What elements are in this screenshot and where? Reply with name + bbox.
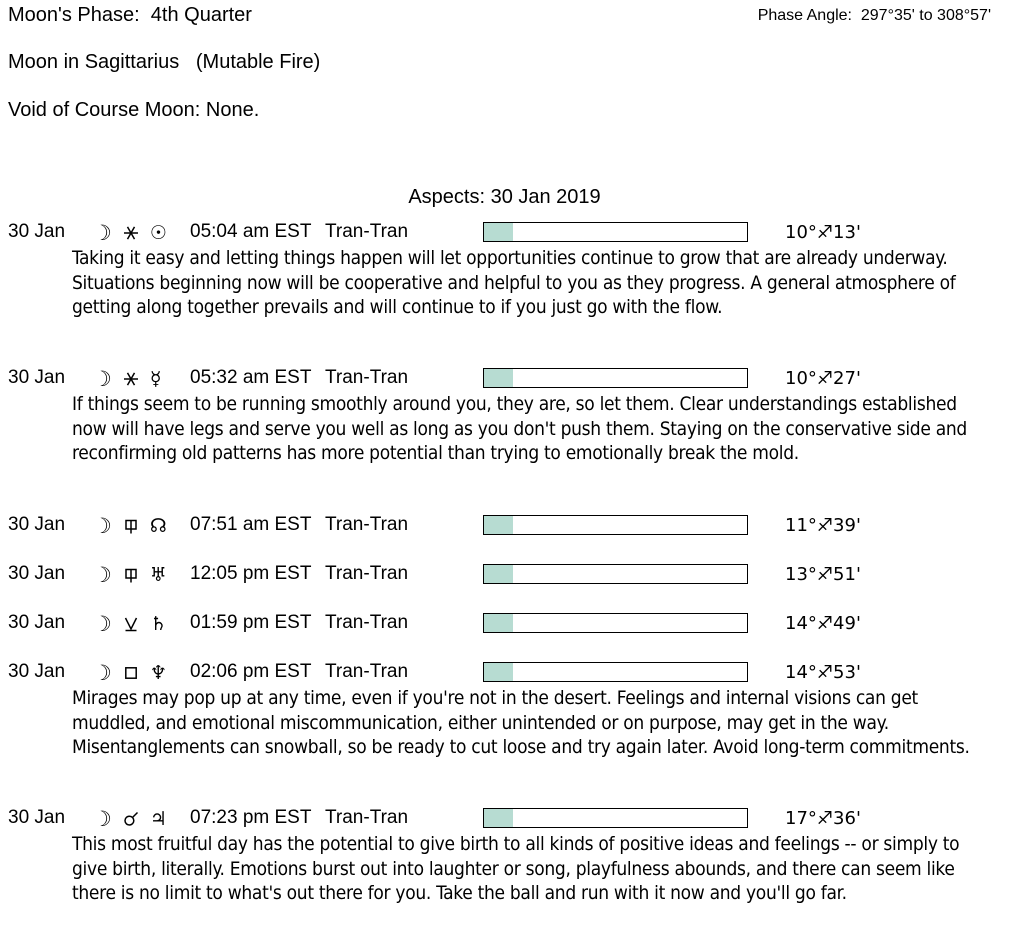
moon-sign-line: Moon in Sagittarius (Mutable Fire)	[8, 51, 321, 73]
void-of-course-line: Void of Course Moon: None.	[8, 99, 260, 121]
aspect-row	[0, 660, 1009, 686]
moons-phase-line: Moon's Phase: 4th Quarter	[8, 4, 252, 26]
orb-progress-fill	[484, 565, 513, 583]
aspect-date: 30 Jan	[8, 221, 66, 242]
aspect-date: 30 Jan	[8, 563, 66, 584]
sesquiquadrate-icon	[123, 518, 139, 534]
aspect-row	[0, 366, 1009, 392]
aspect-description: This most fruitful day has the potential to give birth to all kinds of positive ideas and feelings -- or simply to give birth, literally. Emotions burst out into laughter or song, playfulness abounds, and there can seem like there is no limit to what's out there for you. Take the ball and run with it now and you'll go far.	[72, 833, 960, 905]
square-aspect-icon	[123, 665, 139, 681]
sun-icon: ☉	[149, 221, 167, 244]
moon-position: 11°♐39'	[785, 515, 861, 536]
orb-progress-fill	[484, 516, 513, 534]
aspect-description: Mirages may pop up at any time, even if you're not in the desert. Feelings and internal visions can get muddled, and emotional miscommunication, either unintended or on purpose, may get in the way. Misentanglements can snowball, so be ready to cut loose and try again later. Avoid long-term commitments.	[72, 687, 970, 759]
jupiter-icon: ♃	[149, 807, 167, 830]
aspect-glyphs	[93, 366, 162, 392]
aspect-time: 01:59 pm EST	[190, 612, 312, 633]
aspect-row	[0, 220, 1009, 246]
aspect-type: Tran-Tran	[325, 807, 409, 828]
sesquiquadrate-icon	[123, 567, 139, 583]
aspect-description: If things seem to be running smoothly around you, they are, so let them. Clear understandings established now will have legs and serve you well as long as you don't push them. Staying on the conservative side and reconfirming old patterns has more potential than trying to emotionally break the mold.	[72, 393, 967, 465]
moon-position: 17°♐36'	[785, 808, 861, 829]
neptune-icon: ♆	[149, 661, 167, 684]
orb-progress-bar	[483, 222, 748, 242]
aspect-type: Tran-Tran	[325, 367, 409, 388]
aspect-time: 05:32 am EST	[190, 367, 312, 388]
aspect-date: 30 Jan	[8, 807, 66, 828]
phase-angle-line: Phase Angle: 297°35' to 308°57'	[757, 7, 991, 24]
aspects-title: Aspects: 30 Jan 2019	[408, 186, 601, 208]
moon-position: 14°♐53'	[785, 662, 861, 683]
moon-icon: ☽	[93, 806, 112, 831]
aspect-time: 05:04 am EST	[190, 221, 312, 242]
orb-progress-fill	[484, 223, 513, 241]
moon-icon: ☽	[93, 660, 112, 685]
moon-icon: ☽	[93, 513, 112, 538]
moon-icon: ☽	[93, 611, 112, 636]
aspect-time: 12:05 pm EST	[190, 563, 312, 584]
semisextile-icon	[123, 616, 139, 632]
moon-icon: ☽	[93, 366, 112, 391]
aspect-row	[0, 806, 1009, 832]
aspect-glyphs	[93, 806, 167, 832]
moon-icon: ☽	[93, 562, 112, 587]
aspect-type: Tran-Tran	[325, 514, 409, 535]
conjunction-icon	[123, 811, 139, 827]
aspect-date: 30 Jan	[8, 661, 66, 682]
orb-progress-fill	[484, 809, 513, 827]
orb-progress-bar	[483, 662, 748, 682]
aspect-time: 07:23 pm EST	[190, 807, 312, 828]
aspect-description: Taking it easy and letting things happen will let opportunities continue to grow that are already underway. Situations beginning now will be cooperative and helpful to you as they progress. A general atmosphere of getting along together prevails and will continue to if you just go with the flow.	[72, 247, 956, 319]
north-node-icon: ☊	[149, 514, 167, 537]
orb-progress-bar	[483, 613, 748, 633]
aspect-glyphs	[93, 660, 167, 686]
aspect-date: 30 Jan	[8, 514, 66, 535]
aspect-row	[0, 562, 1009, 588]
aspect-type: Tran-Tran	[325, 563, 409, 584]
sextile-icon	[123, 225, 139, 241]
aspect-glyphs	[93, 562, 167, 588]
orb-progress-bar	[483, 368, 748, 388]
aspect-type: Tran-Tran	[325, 221, 409, 242]
orb-progress-bar	[483, 515, 748, 535]
orb-progress-fill	[484, 663, 513, 681]
aspect-time: 02:06 pm EST	[190, 661, 312, 682]
aspect-type: Tran-Tran	[325, 612, 409, 633]
orb-progress-fill	[484, 614, 513, 632]
aspect-date: 30 Jan	[8, 367, 66, 388]
aspect-date: 30 Jan	[8, 612, 66, 633]
aspect-row	[0, 513, 1009, 539]
uranus-icon: ♅	[149, 563, 167, 586]
orb-progress-fill	[484, 369, 513, 387]
aspect-glyphs	[93, 513, 167, 539]
aspect-row	[0, 611, 1009, 637]
aspect-glyphs	[93, 220, 167, 246]
aspect-time: 07:51 am EST	[190, 514, 312, 535]
moon-icon: ☽	[93, 220, 112, 245]
aspect-type: Tran-Tran	[325, 661, 409, 682]
orb-progress-bar	[483, 564, 748, 584]
moon-position: 14°♐49'	[785, 613, 861, 634]
moon-position: 10°♐27'	[785, 368, 861, 389]
sextile-icon	[123, 371, 139, 387]
orb-progress-bar	[483, 808, 748, 828]
moon-position: 10°♐13'	[785, 222, 861, 243]
moon-position: 13°♐51'	[785, 564, 861, 585]
mercury-icon: ☿	[149, 367, 162, 390]
saturn-icon: ♄	[149, 612, 167, 635]
aspect-glyphs	[93, 611, 167, 637]
